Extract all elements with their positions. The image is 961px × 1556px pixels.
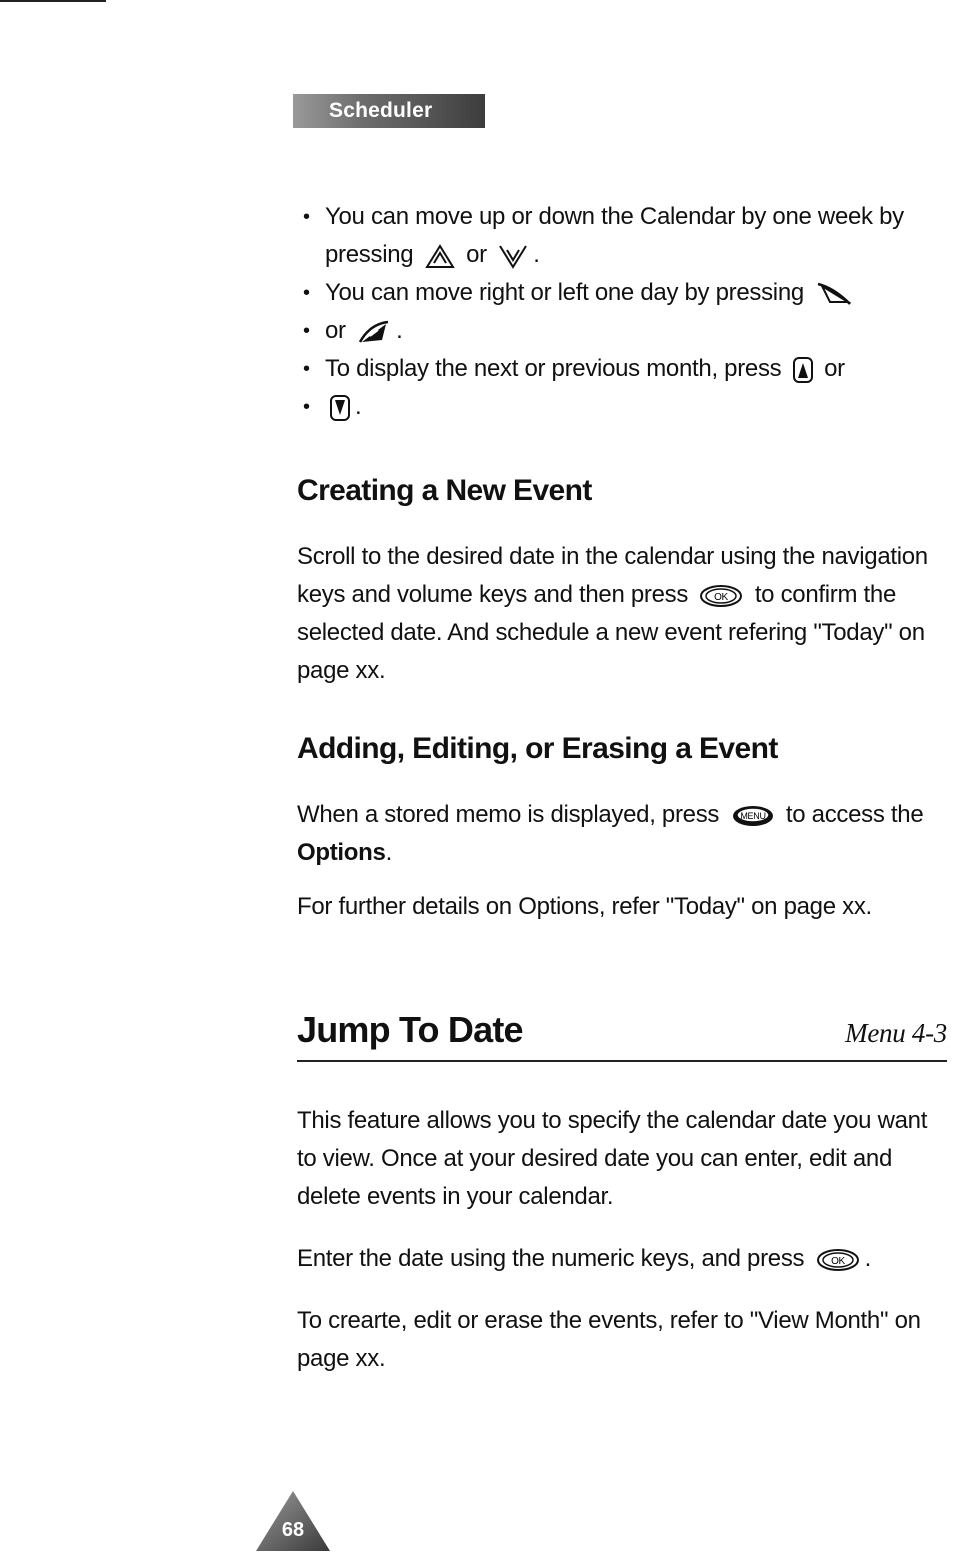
page-content (297, 198, 947, 1378)
top-rule (0, 0, 106, 2)
options-term: Options (297, 839, 386, 866)
list-item: • You can move right or left one day by pressing (297, 274, 947, 312)
page-title: Jump To Date (297, 1009, 523, 1050)
paragraph: Enter the date using the numeric keys, and press OK . (297, 1245, 871, 1272)
page-number: 68 (281, 1519, 305, 1541)
section-tab-label: Scheduler (329, 99, 433, 122)
svg-text:MENU: MENU (739, 810, 766, 821)
ok-key-icon (815, 1247, 861, 1273)
volume-up-key-icon (792, 356, 814, 384)
section-tab (293, 94, 485, 128)
list-item: • You can move up or down the Calendar by one week by pressing or . (297, 198, 947, 274)
paragraph: For further details on Options, refer "Today" on page xx. (297, 893, 872, 920)
svg-text:OK: OK (830, 1255, 845, 1267)
section-heading: Creating a New Event (297, 474, 592, 507)
menu-key-icon (730, 803, 776, 829)
list-item: • To display the next or previous month, press or (297, 350, 947, 388)
ok-key-icon (698, 583, 744, 609)
jump-to-date-header (297, 1008, 947, 1062)
section-heading: Adding, Editing, or Erasing a Event (297, 732, 778, 765)
paragraph: To crearte, edit or erase the events, refer to "View Month" on page xx. (297, 1307, 921, 1372)
paragraph: When a stored memo is displayed, press MENU to access the Options. (297, 801, 924, 866)
up-key-icon (424, 243, 456, 269)
paragraph: This feature allows you to specify the calendar date you want to view. Once at your desired date you can enter, edit and delete events in your calendar. (297, 1107, 928, 1210)
page-number-badge (254, 1489, 332, 1551)
right-key-icon (814, 280, 854, 308)
paragraph: Scroll to the desired date in the calendar using the navigation keys and volume keys and then press OK to confirm the selected date. And schedule a new event refering "Today" on page xx. (297, 543, 928, 684)
menu-reference: Menu 4-3 (845, 1018, 947, 1048)
down-key-icon (497, 243, 529, 269)
svg-text:OK: OK (714, 591, 729, 603)
navigation-tips (297, 198, 947, 426)
volume-down-key-icon (329, 394, 351, 422)
left-key-icon (356, 318, 392, 346)
list-item: • or . (297, 312, 947, 350)
list-item: • . (297, 388, 947, 426)
